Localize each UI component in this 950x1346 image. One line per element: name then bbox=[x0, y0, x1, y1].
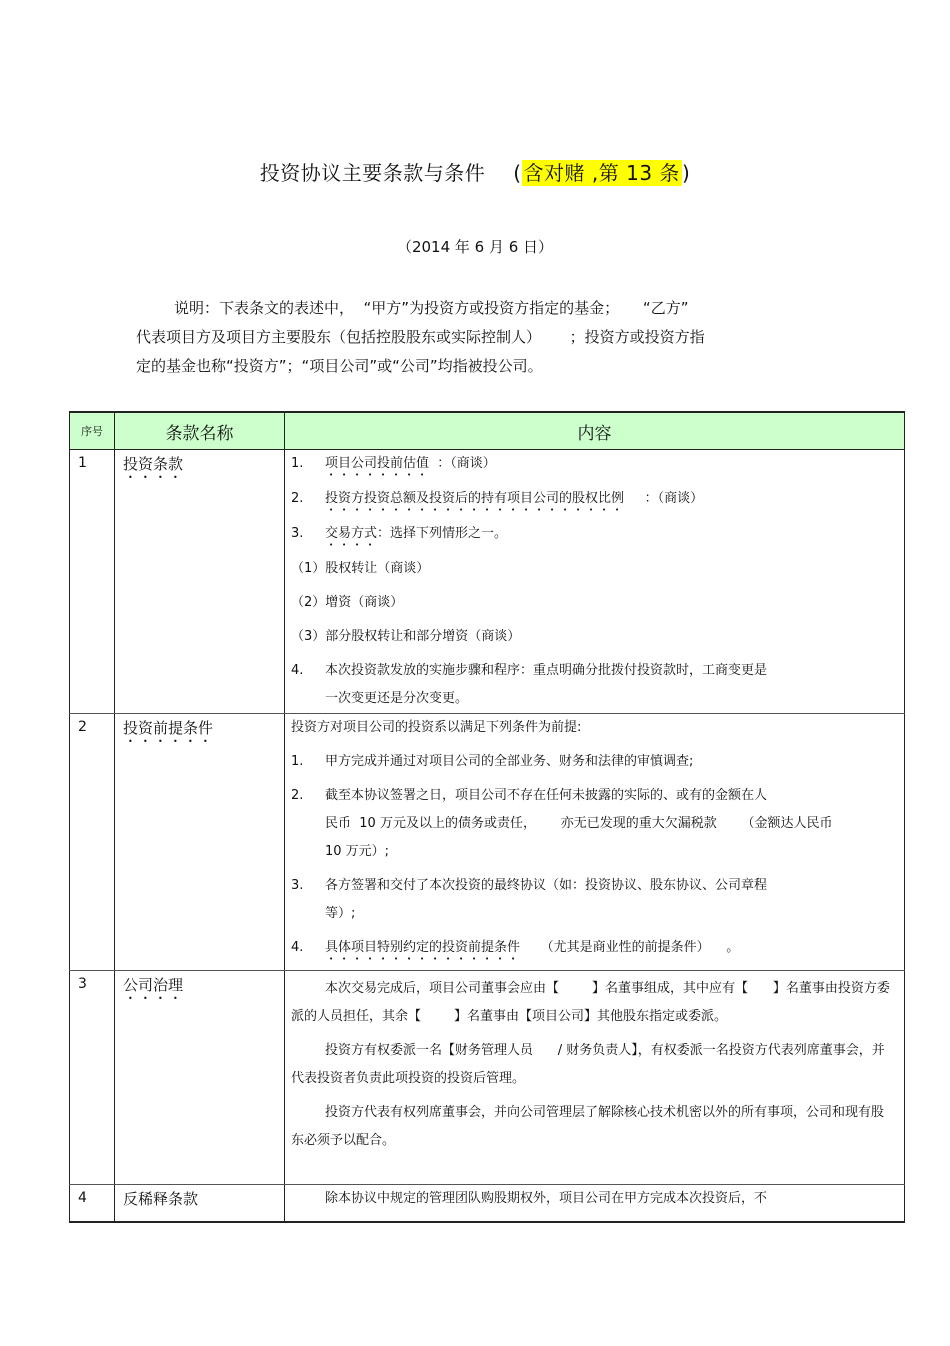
terms-table bbox=[69, 411, 905, 1223]
item-emphasis: 项目公司投前估值 bbox=[325, 456, 430, 471]
table-row bbox=[70, 971, 905, 1185]
list-item bbox=[291, 748, 894, 776]
row-number: 2 bbox=[70, 714, 115, 971]
sub-item: （2）增资（商谈） bbox=[291, 595, 404, 610]
table-header-row bbox=[70, 412, 905, 450]
item-number: 3. bbox=[291, 526, 304, 541]
header-name: 条款名称 bbox=[115, 412, 285, 450]
item-emphasis: 具体项目特别约定的投资前提条件 bbox=[325, 940, 521, 955]
list-item bbox=[291, 934, 894, 963]
clause-name bbox=[115, 971, 285, 1185]
item-number: 4. bbox=[291, 940, 304, 955]
clause-paragraph: 除本协议中规定的管理团队购股期权外，项目公司在甲方完成本次投资后，不 bbox=[325, 1191, 768, 1206]
note-line-3: 定的基金也称“投资方”；“项目公司”或“公司”均指被投公司。 bbox=[136, 357, 543, 375]
list-item bbox=[291, 450, 894, 479]
item-emphasis: 交易方式 bbox=[325, 526, 378, 541]
title-main: 投资协议主要条款与条件 bbox=[259, 161, 486, 185]
item-text: （尤其是商业性的前提条件） 。 bbox=[520, 940, 740, 955]
clause-content bbox=[285, 1185, 905, 1222]
item-text: ：选择下列情形之一。 bbox=[377, 526, 508, 541]
item-emphasis: 投资方投资总额及投资后的持有项目公司的股权比例 bbox=[325, 491, 625, 506]
list-item bbox=[291, 872, 894, 900]
header-content: 内容 bbox=[285, 412, 905, 450]
item-continuation: 一次变更还是分次变更。 bbox=[325, 691, 469, 706]
clause-paragraph: 投资方有权委派一名【财务管理人员 / 财务负责人】，有权委派一名投资方代表列席董事会，并代表投资者负责此项投资的投资后管理。 bbox=[291, 1043, 885, 1086]
table-row bbox=[70, 1185, 905, 1222]
document-title bbox=[0, 157, 950, 186]
list-item bbox=[291, 657, 894, 685]
item-text: 各方签署和交付了本次投资的最终协议（如：投资协议、股东协议、公司章程 bbox=[325, 878, 768, 893]
title-open-paren: ( bbox=[513, 161, 522, 185]
item-number: 2. bbox=[291, 788, 304, 803]
clause-name-text: 投资条款 bbox=[123, 455, 184, 473]
row-number: 1 bbox=[70, 450, 115, 714]
item-number: 1. bbox=[291, 456, 304, 471]
title-highlight: 含对赌 ,第 13 条 bbox=[523, 161, 680, 185]
explanation-note bbox=[136, 294, 808, 381]
clause-name-text: 反稀释条款 bbox=[123, 1190, 199, 1208]
clause-paragraph: 投资方代表有权列席董事会，并向公司管理层了解除核心技术机密以外的所有事项，公司和现有股东必须予以配合。 bbox=[291, 1105, 885, 1148]
table-row bbox=[70, 450, 905, 714]
title-close-paren: ) bbox=[681, 161, 691, 185]
item-continuation: 10 万元）; bbox=[325, 844, 390, 859]
clause-paragraph: 本次交易完成后，项目公司董事会应由【 】名董事组成，其中应有【 】名董事由投资方委派的人员担任，其余【 】名董事由【项目公司】其他股东指定或委派。 bbox=[291, 981, 890, 1024]
clause-name bbox=[115, 1185, 285, 1222]
header-seq: 序号 bbox=[70, 412, 115, 450]
item-number: 2. bbox=[291, 491, 304, 506]
item-number: 4. bbox=[291, 663, 304, 678]
sub-item: （1）股权转让（商谈） bbox=[291, 561, 430, 576]
item-continuation: 等）; bbox=[325, 906, 356, 921]
clause-content bbox=[285, 450, 905, 714]
clause-intro: 投资方对项目公司的投资系以满足下列条件为前提: bbox=[291, 720, 582, 735]
item-text: ：（商谈） bbox=[429, 456, 496, 471]
clause-content bbox=[285, 971, 905, 1185]
row-number: 3 bbox=[70, 971, 115, 1185]
item-text: 甲方完成并通过对项目公司的全部业务、财务和法律的审慎调查; bbox=[325, 754, 694, 769]
document-date: （2014 年 6 月 6 日） bbox=[396, 238, 554, 256]
clause-content bbox=[285, 714, 905, 971]
item-text: 本次投资款发放的实施步骤和程序：重点明确分批拨付投资款时，工商变更是 bbox=[325, 663, 768, 678]
item-number: 1. bbox=[291, 754, 304, 769]
note-line-1: 说明：下表条文的表述中， “甲方”为投资方或投资方指定的基金； “乙方” bbox=[174, 299, 689, 317]
item-text: ：（商谈） bbox=[624, 491, 704, 506]
item-continuation: 民币 10 万元及以上的债务或责任， 亦无已发现的重大欠漏税款 （金额达人民币 bbox=[325, 816, 833, 831]
clause-name-text: 公司治理 bbox=[123, 976, 184, 994]
clause-name bbox=[115, 714, 285, 971]
item-text: 截至本协议签署之日，项目公司不存在任何未披露的实际的、或有的金额在人 bbox=[325, 788, 768, 803]
item-number: 3. bbox=[291, 878, 304, 893]
list-item bbox=[291, 485, 894, 514]
clause-name bbox=[115, 450, 285, 714]
clause-name-text: 投资前提条件 bbox=[123, 719, 214, 737]
row-number: 4 bbox=[70, 1185, 115, 1222]
list-item bbox=[291, 782, 894, 810]
table-row bbox=[70, 714, 905, 971]
sub-item: （3）部分股权转让和部分增资（商谈） bbox=[291, 629, 521, 644]
note-line-2: 代表项目方及项目方主要股东（包括控股股东或实际控制人） ；投资方或投资方指 bbox=[136, 328, 705, 346]
list-item bbox=[291, 520, 894, 549]
